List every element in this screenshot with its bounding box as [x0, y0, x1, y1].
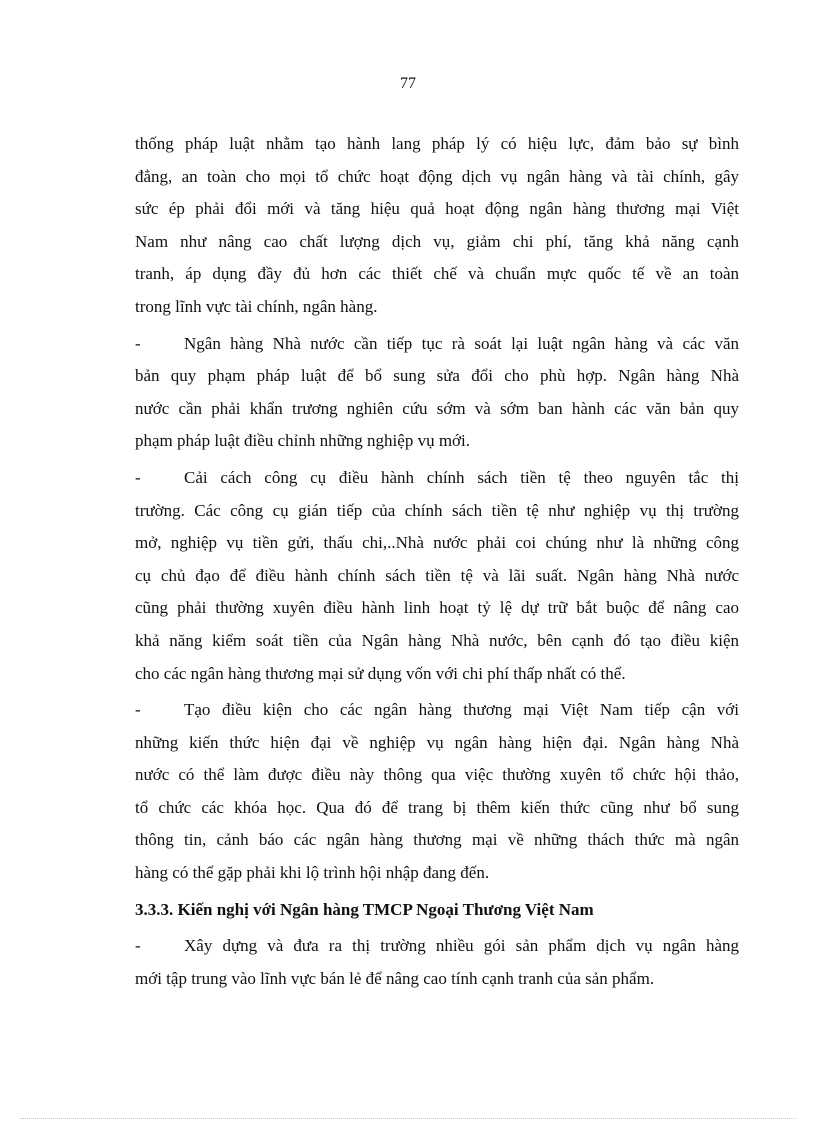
text-line: thông tin, cảnh báo các ngân hàng thương mại về những thách thức mà ngân — [135, 830, 739, 850]
text-line: tranh, áp dụng đầy đủ hơn các thiết chế và chuẩn mực quốc tế về an toàn — [135, 264, 739, 284]
text-line: mở, nghiệp vụ tiền gửi, thấu chi,..Nhà nước phải coi chúng như là những công — [135, 533, 739, 553]
bullet-dash: - — [135, 333, 141, 353]
bullet-item — [135, 462, 739, 690]
text-line: thống pháp luật nhằm tạo hành lang pháp lý có hiệu lực, đảm bảo sự bình — [135, 134, 739, 153]
bullet-dash: - — [135, 700, 141, 720]
text-line: Ngân hàng Nhà nước cần tiếp tục rà soát lại luật ngân hàng và các văn — [184, 333, 739, 353]
text-line: tổ chức các khóa học. Qua đó để trang bị thêm kiến thức cũng như bổ sung — [135, 797, 739, 817]
text-line: đẳng, an toàn cho mọi tổ chức hoạt động dịch vụ ngân hàng và tài chính, gây — [135, 166, 739, 186]
bullet-item — [135, 694, 739, 890]
text-line: bản quy phạm pháp luật để bổ sung sửa đổi cho phù hợp. Ngân hàng Nhà — [135, 366, 739, 386]
bullet-dash: - — [135, 936, 141, 956]
text-line: cho các ngân hàng thương mại sử dụng vốn với chi phí thấp nhất có thể. — [135, 663, 626, 683]
text-line: nước có thể làm được điều này thông qua việc thường xuyên tổ chức hội thảo, — [135, 765, 739, 785]
bullet-dash: - — [135, 467, 141, 487]
text-line: Tạo điều kiện cho các ngân hàng thương mại Việt Nam tiếp cận với — [184, 700, 739, 720]
text-line: Xây dựng và đưa ra thị trường nhiều gói sản phẩm dịch vụ ngân hàng — [184, 936, 739, 956]
text-line: phạm pháp luật điều chỉnh những nghiệp vụ mới. — [135, 431, 471, 451]
text-line: sức ép phải đổi mới và tăng hiệu quả hoạt động ngân hàng thương mại Việt — [135, 199, 739, 219]
text-line: mới tập trung vào lĩnh vực bán lẻ để nâng cao tính cạnh tranh của sản phẩm. — [135, 968, 655, 988]
text-line: Cải cách công cụ điều hành chính sách tiền tệ theo nguyên tắc thị — [184, 467, 739, 487]
text-line: nước cần phải khẩn trương nghiên cứu sớm và sớm ban hành các văn bản quy — [135, 398, 739, 418]
section-heading: 3.3.3. Kiến nghị với Ngân hàng TMCP Ngoại Thương Việt Nam — [135, 899, 594, 919]
bullet-item — [135, 328, 739, 458]
text-line: cụ chủ đạo để điều hành chính sách tiền tệ và lãi suất. Ngân hàng Nhà nước — [135, 565, 739, 585]
document-body — [135, 128, 739, 995]
text-line: trong lĩnh vực tài chính, ngân hàng. — [135, 296, 378, 316]
text-line: những kiến thức hiện đại về nghiệp vụ ngân hàng hiện đại. Ngân hàng Nhà — [135, 732, 739, 752]
paragraph — [135, 128, 739, 324]
footer-divider — [20, 1118, 796, 1119]
page-number: 77 — [400, 75, 416, 92]
text-line: trường. Các công cụ gián tiếp của chính sách tiền tệ như nghiệp vụ thị trường — [135, 500, 739, 520]
text-line: Nam như nâng cao chất lượng dịch vụ, giảm chi phí, tăng khả năng cạnh — [135, 231, 739, 251]
text-line: hàng có thể gặp phải khi lộ trình hội nhập đang đến. — [135, 863, 490, 883]
text-line: cũng phải thường xuyên điều hành linh hoạt tỷ lệ dự trữ bắt buộc để nâng cao — [135, 598, 739, 618]
bullet-item — [135, 930, 739, 995]
text-line: khả năng kiểm soát tiền của Ngân hàng Nhà nước, bên cạnh đó tạo điều kiện — [135, 630, 739, 650]
